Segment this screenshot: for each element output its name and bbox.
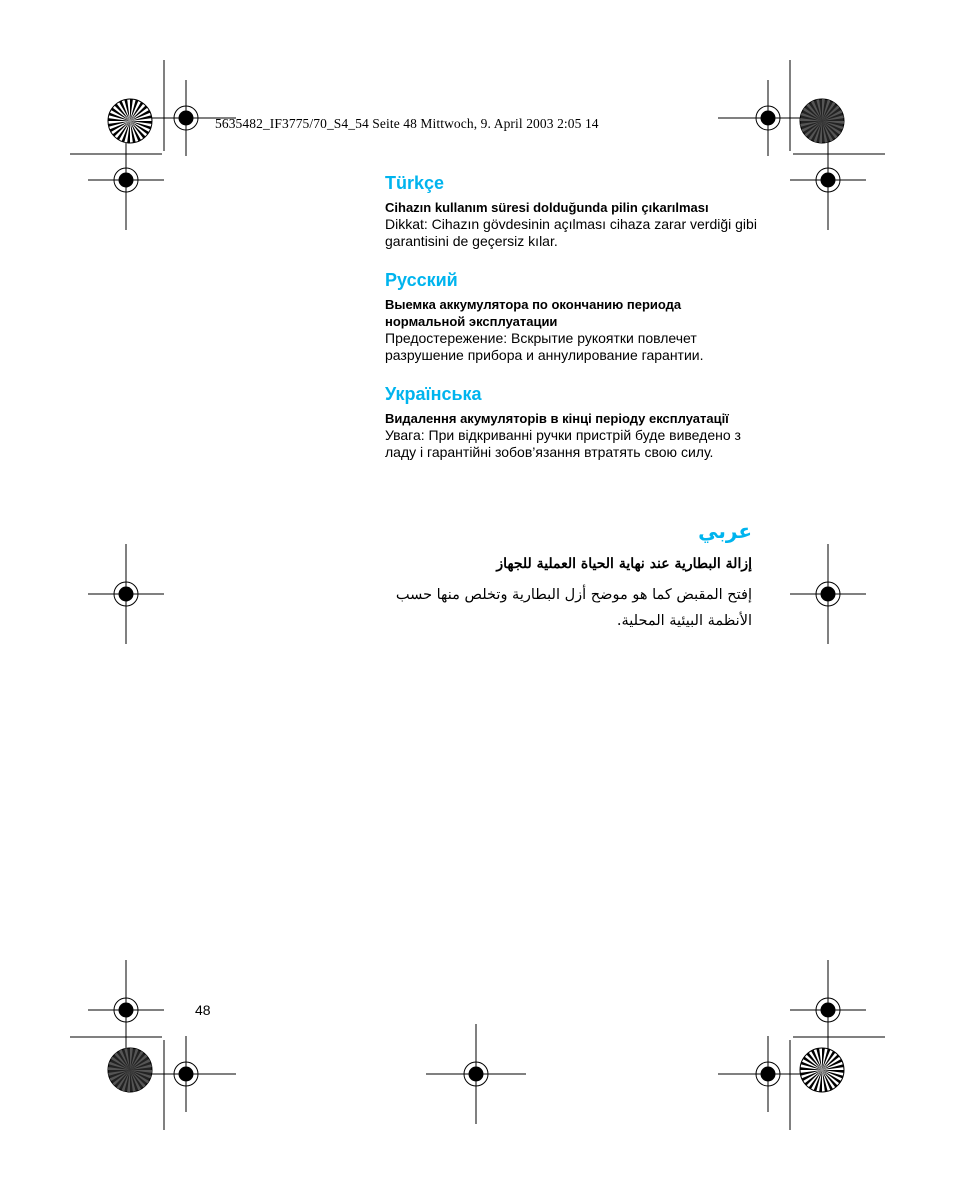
section-title: Cihazın kullanım süresi dolduğunda pilin çıkarılması bbox=[385, 200, 709, 215]
page-number: 48 bbox=[195, 1002, 211, 1018]
registration-star-icon bbox=[108, 1048, 152, 1092]
registration-crosshair-icon bbox=[426, 1024, 526, 1124]
language-heading: Русский bbox=[385, 270, 458, 290]
section-body: إفتح المقبض كما هو موضح أزل البطارية وتخلص منها حسب الأنظمة البيئية المحلية. bbox=[395, 587, 752, 629]
section-title: Видалення акумуляторів в кінці періоду експлуатації bbox=[385, 411, 729, 426]
section-title: إزالة البطارية عند نهاية الحياة العملية للجهاز bbox=[496, 556, 752, 572]
language-heading: Türkçe bbox=[385, 173, 445, 193]
section-body: Dikkat: Cihazın gövdesinin açılması cihaza zarar verdiği gibi garantisini de geçersiz kılar. bbox=[385, 216, 757, 249]
registration-crosshair-icon bbox=[790, 960, 866, 1060]
section-russian bbox=[385, 269, 765, 364]
language-heading: Українська bbox=[385, 384, 482, 404]
section-body: Предостережение: Вскрытие рукоятки повлечет разрушение прибора и аннулирование гарантии. bbox=[385, 330, 704, 363]
section-title: Выемка аккумулятора по окончанию периода нормальной эксплуатации bbox=[385, 297, 682, 329]
registration-star-icon bbox=[108, 99, 152, 143]
section-turkish bbox=[385, 172, 765, 250]
registration-crosshair-icon bbox=[790, 544, 866, 644]
section-ukrainian bbox=[385, 383, 765, 461]
registration-star-icon bbox=[800, 1048, 844, 1092]
registration-crosshair-icon bbox=[790, 130, 866, 230]
section-body: Увага: При відкриванні ручки пристрій буде виведено з ладу і гарантійні зобов’язання втратять свою силу. bbox=[385, 427, 741, 460]
registration-crosshair-icon bbox=[88, 960, 164, 1060]
registration-crosshair-icon bbox=[88, 130, 164, 230]
section-arabic bbox=[380, 518, 752, 634]
registration-star-icon bbox=[800, 99, 844, 143]
registration-crosshair-icon bbox=[88, 544, 164, 644]
print-info-line: 5635482_IF3775/70_S4_54 Seite 48 Mittwoch, 9. April 2003 2:05 14 bbox=[215, 116, 599, 131]
language-heading: عربي bbox=[698, 519, 752, 543]
instructions-column bbox=[385, 172, 765, 480]
